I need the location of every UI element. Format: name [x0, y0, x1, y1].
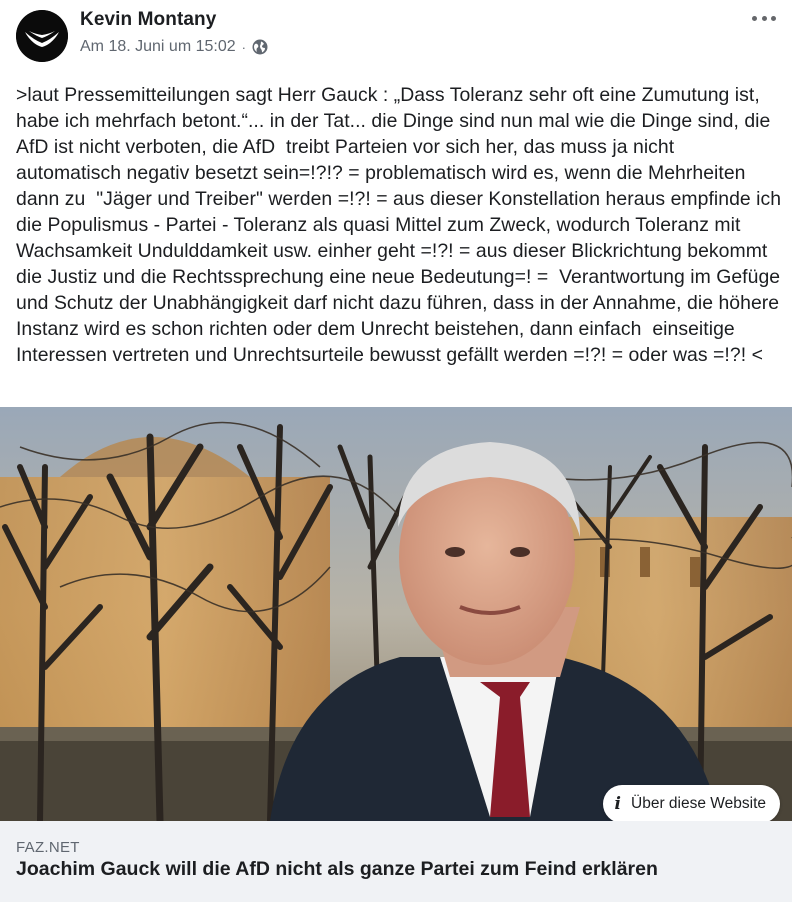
info-icon: i [614, 794, 622, 814]
avatar-logo-icon [16, 10, 68, 62]
post-meta [80, 38, 268, 56]
author-name[interactable]: Kevin Montany [80, 9, 217, 30]
post-timestamp[interactable]: Am 18. Juni um 15:02 [80, 38, 236, 55]
link-preview-footer[interactable] [0, 821, 792, 902]
post-header [0, 0, 792, 70]
more-options-icon[interactable] [752, 10, 776, 26]
link-headline[interactable]: Joachim Gauck will die AfD nicht als ganze Partei zum Feind erklären [16, 858, 658, 880]
about-website-button[interactable] [603, 785, 780, 821]
globe-icon[interactable] [252, 39, 268, 55]
avatar[interactable] [16, 10, 68, 62]
post-text: >laut Pressemitteilungen sagt Herr Gauck : „Dass Toleranz sehr oft eine Zumutung ist, habe ich mehrfach betont.“... in der Tat... die Dinge sind nun mal wie die Dinge sind, die AfD ist nicht verboten, die AfD treibt Parteien vor sich her, das muss ja nicht automatisch negativ besetzt sein=!?!? = problematisch wird es, wenn die Mehrheiten dann zu "Jäger und Treiber" werden =!?! = aus dieser Konstellation heraus empfinde ich die Populismus - Partei - Toleranz als quasi Mittel zum Zweck, wodurch Toleranz mit Wachsamkeit Undulddamkeit usw. einher geht =!?! = aus dieser Blickrichtung bekommt die Justiz und die Rechtssprechung eine neue Bedeutung=! = Verantwortung im Gefüge und Schutz der Unabhängigkeit darf nicht dazu führen, dass in der Annahme, die höhere Instanz wird es schon richten oder dem Unrecht beistehen, dann einfach einseitige Interessen vertreten und Unrechtsurteile bewusst gefällt werden =!?! = oder was =!?! < [16, 84, 792, 366]
meta-separator: · [241, 39, 246, 55]
photo-gauck [0, 407, 792, 821]
about-website-label: Über diese Website [631, 795, 766, 812]
link-domain: FAZ.NET [16, 839, 80, 856]
link-preview-image[interactable] [0, 407, 792, 821]
